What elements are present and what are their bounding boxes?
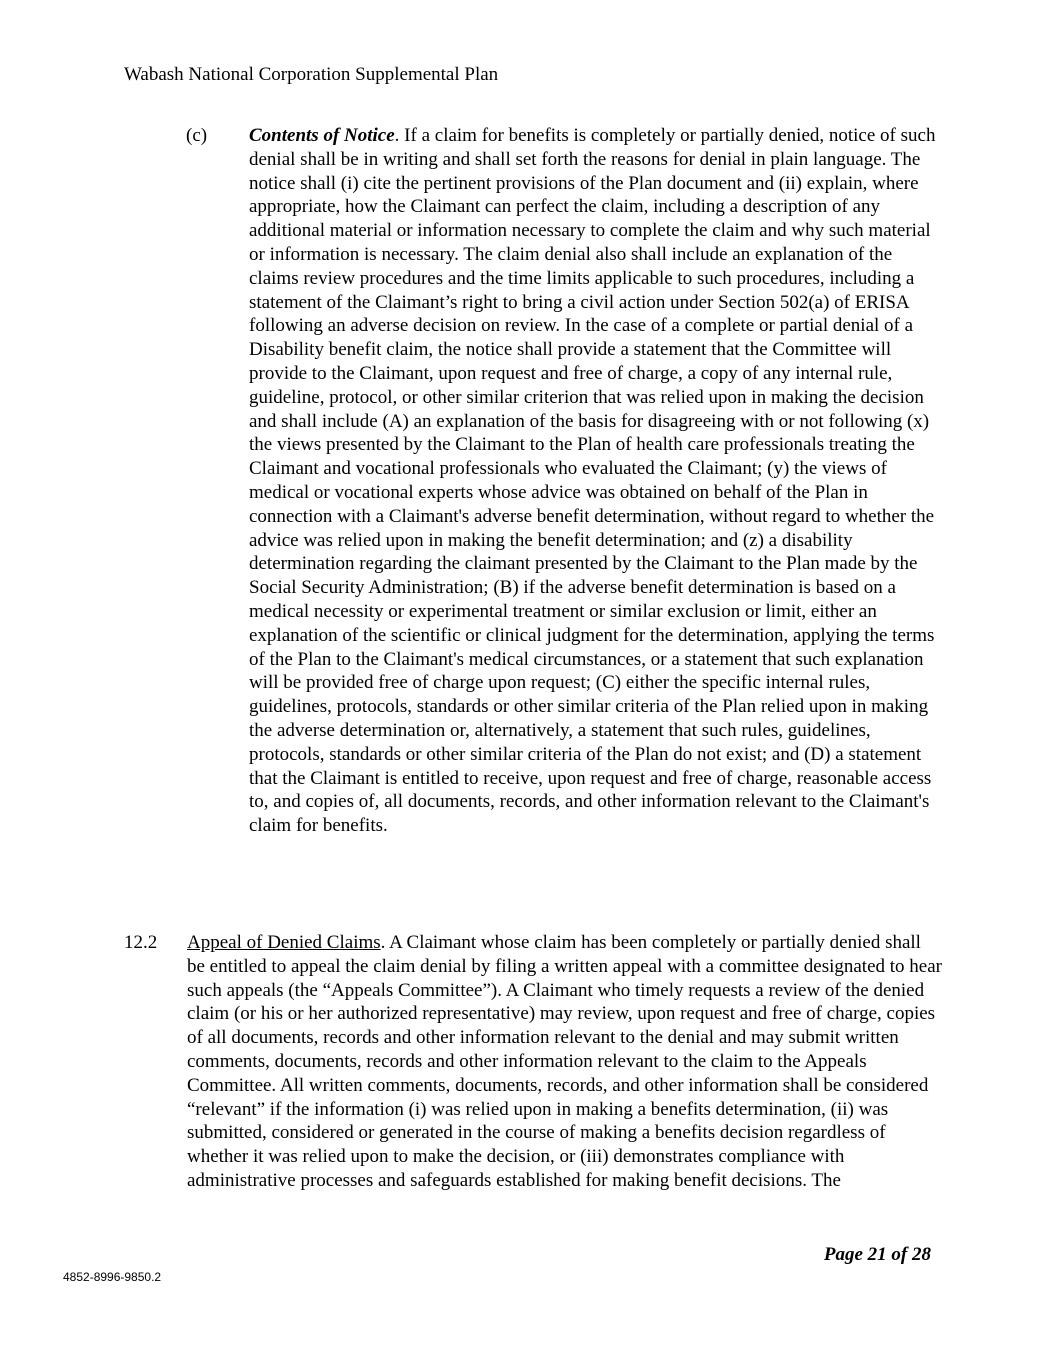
section-c-title: Contents of Notice [249,125,395,146]
section-c-label: (c) [186,125,208,146]
page-number: Page 21 of 28 [823,1244,931,1265]
section-12-2-body [187,931,942,1193]
section-12-2-title: Appeal of Denied Claims [187,932,381,953]
section-c-body [249,124,939,838]
section-12-2-text: . A Claimant whose claim has been completely or partially denied shall be entitled to appeal the claim denial by filing a written appeal with a committee designated to hear such appeals (the “Appeals Committee”). A Claimant who timely requests a review of the denied claim (or his or her authorized representative) may review, upon request and free of charge, copies of all documents, records and other information relevant to the denial and may submit written comments, documents, records and other information relevant to the claim to the Appeals Committee. All written comments, documents, records, and other information shall be considered “relevant” if the information (i) was relied upon in making a benefits determination, (ii) was submitted, considered or generated in the course of making a benefits decision regardless of whether it was relied upon to make the decision, or (iii) demonstrates compliance with administrative processes and safeguards established for making benefit decisions. The [187,932,942,1191]
section-c-text: . If a claim for benefits is completely or partially denied, notice of such denial shall be in writing and shall set forth the reasons for denial in plain language. The notice shall (i) cite the pertinent provisions of the Plan document and (ii) explain, where appropriate, how the Claimant can perfect the claim, including a description of any additional material or information necessary to complete the claim and why such material or information is necessary. The claim denial also shall include an explanation of the claims review procedures and the time limits applicable to such procedures, including a statement of the Claimant’s right to bring a civil action under Section 502(a) of ERISA following an adverse decision on review. In the case of a complete or partial denial of a Disability benefit claim, the notice shall provide a statement that the Committee will provide to the Claimant, upon request and free of charge, a copy of any internal rule, guideline, protocol, or other similar criterion that was relied upon in making the decision and shall include (A) an explanation of the basis for disagreeing with or not following (x) the views presented by the Claimant to the Plan of health care professionals treating the Claimant and vocational professionals who evaluated the Claimant; (y) the views of medical or vocational experts whose advice was obtained on behalf of the Plan in connection with a Claimant's adverse benefit determination, without regard to whether the advice was relied upon in making the benefit determination; and (z) a disability determination regarding the claimant presented by the Claimant to the Plan made by the Social Security Administration; (B) if the adverse benefit determination is based on a medical necessity or experimental treatment or similar exclusion or limit, either an explanation of the scientific or clinical judgment for the determination, applying the terms of the Plan to the Claimant's medical circumstances, or a statement that such explanation will be provided free of charge upon request; (C) either the specific internal rules, guidelines, protocols, standards or other similar criteria of the Plan relied upon in making the adverse determination or, alternatively, a statement that such rules, guidelines, protocols, standards or other similar criteria of the Plan do not exist; and (D) a statement that the Claimant is entitled to receive, upon request and free of charge, reasonable access to, and copies of, all documents, records, and other information relevant to the Claimant's claim for benefits. [249,125,936,837]
document-id: 4852-8996-9850.2 [63,1270,162,1284]
page-header: Wabash National Corporation Supplemental Plan [124,64,499,85]
section-12-2-number: 12.2 [124,932,158,953]
